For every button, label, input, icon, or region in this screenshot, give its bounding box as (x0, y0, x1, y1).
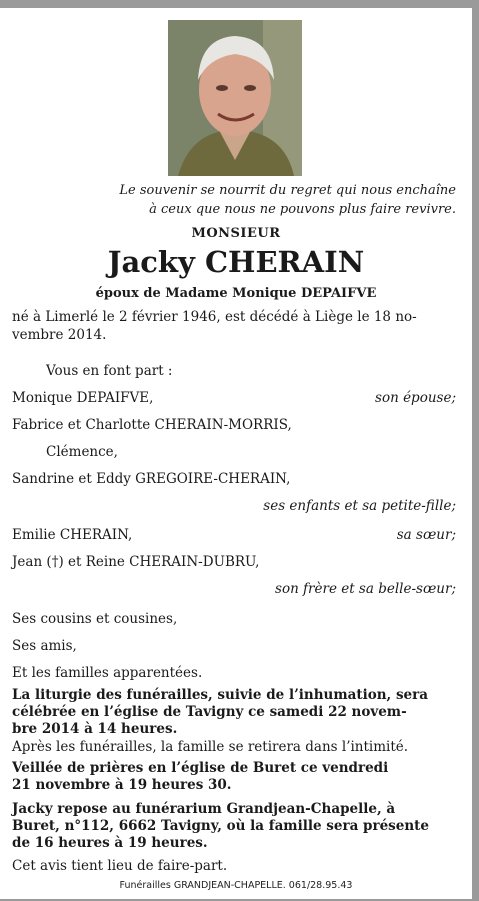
honorific-title: MONSIEUR (191, 226, 281, 241)
obituary-page (0, 8, 472, 899)
family-row (12, 470, 456, 488)
family-row (12, 610, 456, 628)
birth-line: né à Limerlé le 2 février 1946, est décédé à Liège le 18 no- (12, 309, 417, 325)
family-row (12, 416, 456, 434)
family-name: Ses cousins et cousines, (12, 611, 178, 627)
liturgy-line: bre 2014 à 14 heures. (12, 721, 178, 737)
liturgy-line: La liturgie des funérailles, suivie de l’inhumation, sera (12, 687, 429, 703)
funeral-home-paragraph (12, 801, 452, 852)
rest-line: Jacky repose au funérarium Grandjean-Chapelle, à (12, 801, 396, 817)
after-funeral-text: Après les funérailles, la famille se retirera dans l’intimité. (12, 739, 409, 755)
family-row (12, 664, 456, 682)
family-row (12, 389, 456, 407)
family-name: Sandrine et Eddy GREGOIRE-CHERAIN, (12, 471, 291, 487)
family-role: son frère et sa belle-sœur; (275, 581, 456, 597)
notice-text: Cet avis tient lieu de faire-part. (12, 858, 228, 874)
family-name: Et les familles apparentées. (12, 665, 203, 681)
rest-line: Buret, n°112, 6662 Tavigny, où la famille sera présente (12, 818, 429, 834)
family-name: Emilie CHERAIN, (12, 527, 133, 543)
family-role: son épouse; (375, 390, 456, 406)
family-row (12, 526, 456, 544)
rest-line: de 16 heures à 19 heures. (12, 835, 208, 851)
family-row (12, 637, 456, 655)
family-role: sa sœur; (396, 527, 456, 543)
family-row (12, 553, 456, 571)
family-role: ses enfants et sa petite-fille; (263, 498, 456, 514)
liturgy-paragraph (12, 687, 452, 738)
birth-line: vembre 2014. (12, 327, 107, 343)
quote-line: Le souvenir se nourrit du regret qui nous enchaîne (119, 183, 456, 198)
liturgy-line: célébrée en l’église de Tavigny ce samedi 22 novem- (12, 704, 407, 720)
family-name: Clémence, (46, 444, 118, 460)
deceased-name: Jacky CHERAIN (107, 245, 365, 279)
family-name: Monique DEPAIFVE, (12, 390, 154, 406)
family-row (12, 443, 479, 461)
spouse-line: époux de Madame Monique DEPAIFVE (95, 286, 377, 301)
family-name: Jean (†) et Reine CHERAIN-DUBRU, (12, 554, 260, 570)
family-name: Fabrice et Charlotte CHERAIN-MORRIS, (12, 417, 292, 433)
intro-line: Vous en font part : (46, 363, 173, 379)
portrait-photo (168, 20, 302, 176)
birth-death-text (12, 308, 442, 344)
vigil-line: 21 novembre à 19 heures 30. (12, 777, 232, 793)
vigil-paragraph (12, 760, 452, 794)
quote-line: à ceux que nous ne pouvons plus faire revivre. (149, 202, 456, 217)
memorial-quote (119, 181, 456, 219)
family-name: Ses amis, (12, 638, 77, 654)
vigil-line: Veillée de prières en l’église de Buret ce vendredi (12, 760, 389, 776)
funeral-director-footer: Funérailles GRANDJEAN-CHAPELLE. 061/28.95.43 (119, 880, 353, 891)
